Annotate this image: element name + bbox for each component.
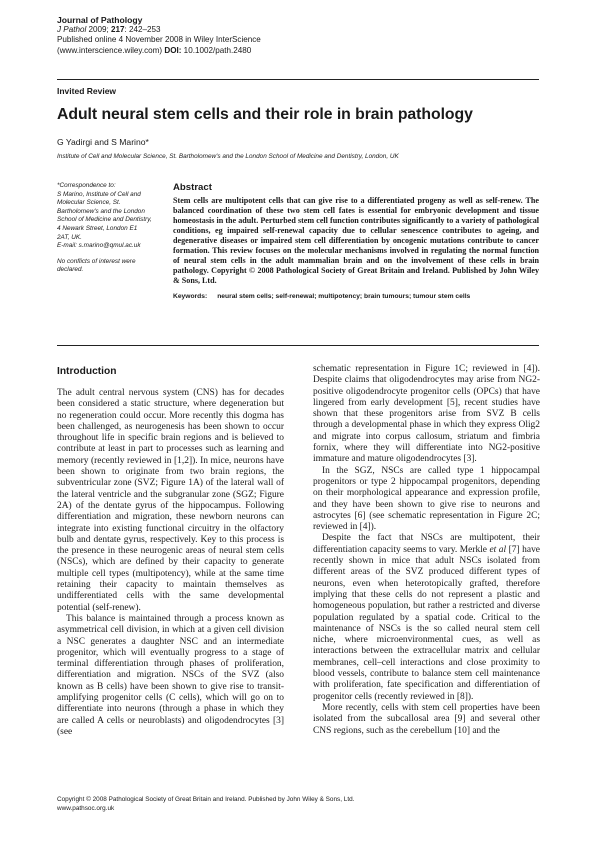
keywords-label: Keywords: <box>173 292 208 300</box>
correspondence-line: *Correspondence to: <box>57 182 116 189</box>
body-paragraph: In the SGZ, NSCs are called type 1 hippocampal progenitors or type 2 hippocampal progenitors, depending on their morphological appearance and expression profile, and they have been shown to give rise to neurons and astrocytes [6] (see schematic representation in Figure 2C; reviewed in [4]). <box>313 465 540 533</box>
abstract-rule <box>57 345 539 346</box>
body-paragraph: schematic representation in Figure 1C; reviewed in [4]). Despite claims that oligodendrocytes may arise from NG2-positive oligodendrocyte progenitor cells (OPCs) that have lingered from early development [5], recent studies have shown that these progenitors arise from SVZ B cells through a developmental phase in which they express Olig2 and migrate into corpus callosum, striatum and fimbria fornix, where they will differentiate into NG2-positive immature and mature oligodendrocytes [3]. <box>313 364 540 465</box>
body-paragraph <box>313 533 540 702</box>
correspondence-line: School of Medicine and Dentistry, <box>57 216 152 224</box>
footer-copyright: Copyright © 2008 Pathological Society of Great Britain and Ireland. Published by John Wiley & Sons, Ltd. <box>57 796 355 803</box>
keywords-list: neural stem cells; self-renewal; multipotency; brain tumours; tumour stem cells <box>217 292 471 300</box>
article-title: Adult neural stem cells and their role in brain pathology <box>57 106 473 123</box>
correspondence-sidebar <box>57 182 157 275</box>
body-paragraph: More recently, cells with stem cell properties have been isolated from the subcallosal area [9] and several other CNS regions, such as the cerebellum [10] and the <box>313 702 540 736</box>
body-column-left <box>57 366 284 738</box>
authors: G Yadirgi and S Marino* <box>57 137 149 147</box>
abstract-text: Stem cells are multipotent cells that can give rise to a differentiated progeny as well as self-renew. The balanced coordination of these two stem cell fates is essential for embryonic development and tissue homeostasis in the adult. Perturbed stem cell function contributes significantly to a variety of pathological conditions, eg impaired self-renewal capacity due to cellular senescence contributes to ageing, and degenerative diseases or impaired stem cell differentiation by oncogenic mutations contribute to cancer formation. This review focuses on the molecular mechanisms involved in regulating the normal function of neural stem cells in the adult mammalian brain and on the involvement of these cells in brain pathology. <box>173 196 539 275</box>
footer-website[interactable]: www.pathsoc.org.uk <box>57 805 115 813</box>
header-rule <box>57 79 539 80</box>
citation-volume: 217 <box>111 25 125 35</box>
doi-value[interactable]: 10.1002/path.2480 <box>181 45 252 55</box>
abstract-section <box>173 182 539 300</box>
introduction-heading: Introduction <box>57 366 117 377</box>
body-text: [7] have recently shown in mice that adult NSCs isolated from different areas of the SVZ produced different types of neurons, even when heterotopically grafted, therefore implying that these cells do not represent a plastic and homogeneous population, but rather a restricted and diverse population regulated by a spatial code. Critical to the maintenance of NSCs is the so called neural stem cell niche, where microenvironmental cues, as well as interactions between the extracellular matrix and cellular membranes, cell–cell interactions and close proximity to blood vessels, contribute to balance stem cell maintenance with proliferation, fate specification and differentiation of progenitor cells (recently reviewed in [8]). <box>313 544 540 702</box>
correspondence-email[interactable]: E-mail: s.marino@qmul.ac.uk <box>57 242 141 250</box>
affiliation: Institute of Cell and Molecular Science, St. Bartholomew's and the London School of Medicine and Dentistry, London, UK <box>57 153 399 160</box>
conflict-line: declared. <box>57 266 84 274</box>
abstract-body <box>173 196 539 286</box>
body-paragraph: The adult central nervous system (CNS) has for decades been considered a static structure, where degeneration but no regeneration could occur. More recently this dogma has been challenged, as neurogenesis has been shown to occur throughout life in specific brain regions and is believed to contribute at least in part to processes such as learning and memory (recently reviewed in [1,2]). In mice, neurons have been shown to originate from two brain regions, the subventricular zone (SVZ; Figure 1A) of the lateral wall of the lateral ventricle and the subgranular zone (SGZ; Figure 2A) of the dentate gyrus of the hippocampus. Following differentiation and migration, these newborn neurons can integrate into existing functional circuitry in the olfactory bulb and dentate gyrus, respectively. Key to this process is the presence in these neurogenic areas of neural stem cells (NSCs), which are defined by their capacity to generate multiple cell types (multipotency), while at the same time retaining their capacity to maintain themselves as undifferentiated cells with the same developmental potential (self-renew). <box>57 388 284 613</box>
body-text-italic: et al <box>489 544 507 555</box>
correspondence-line: S Marino, Institute of Cell and <box>57 190 141 198</box>
citation-journal: J Pathol <box>57 25 87 35</box>
citation-pages: : 242–253 <box>124 25 161 35</box>
correspondence-line: Molecular Science, St. <box>57 199 121 207</box>
conflict-line: No conflicts of interest were <box>57 257 136 265</box>
journal-name: Journal of Pathology <box>57 15 143 25</box>
sidebar-spacer <box>57 251 157 258</box>
correspondence-line: 4 Newark Street, London E1 <box>57 224 138 232</box>
citation-year: 2009; <box>86 25 112 35</box>
journal-header <box>57 15 547 56</box>
citation-line <box>57 25 547 35</box>
page-footer <box>57 795 354 814</box>
section-type: Invited Review <box>57 86 117 96</box>
body-column-right <box>313 364 540 737</box>
abstract-copyright: Copyright © 2008 Pathological Society of Great Britain and Ireland. Published by John Wiley & Sons, Ltd. <box>173 265 539 285</box>
publisher-url[interactable]: (www.interscience.wiley.com) <box>57 45 165 55</box>
doi-label: DOI: <box>164 45 182 55</box>
abstract-heading: Abstract <box>173 182 212 193</box>
doi-line <box>57 46 547 56</box>
keywords-line <box>173 293 539 300</box>
published-line: Published online 4 November 2008 in Wiley InterScience <box>57 35 261 45</box>
correspondence-line: Bartholomew's and the London <box>57 207 145 215</box>
body-text: Despite the fact that NSCs are multipotent, their differentiation capacity seems to vary. Merkle <box>313 533 540 555</box>
body-paragraph: This balance is maintained through a process known as asymmetrical cell division, in which at a given cell division a NSC generates a daughter NSC and an intermediate progenitor, which will eventually progress to a stage of terminal differentiation through phases of proliferation, differentiation and migration. NSCs of the SVZ (also known as B cells) have been shown to give rise to transit-amplifying progenitor cells (C cells), which will go on to differentiate into neurons (through a phase in which they are called A cells or neuroblasts) and oligodendrocytes [3] (see <box>57 613 284 737</box>
correspondence-line: 2AT, UK. <box>57 233 82 241</box>
